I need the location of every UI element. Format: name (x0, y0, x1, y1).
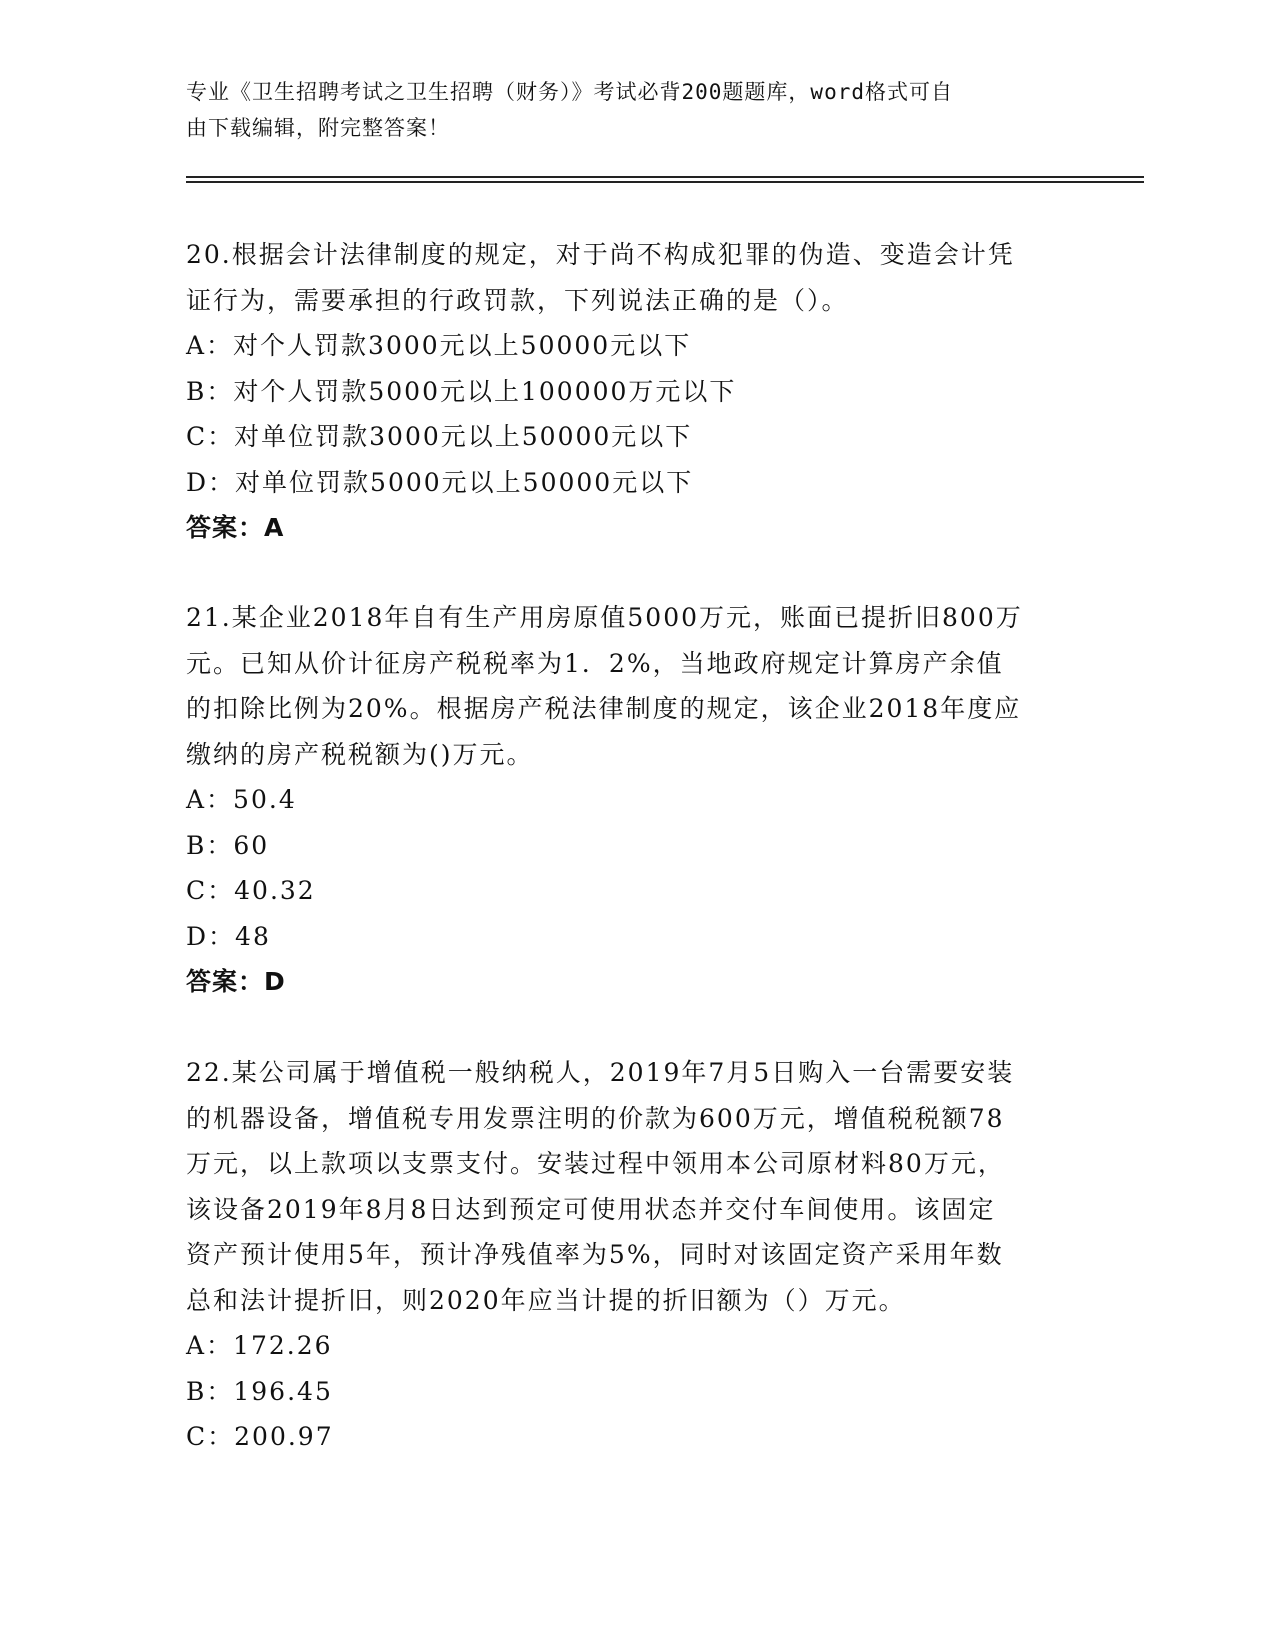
option-d: D：对单位罚款5000元以上50000元以下 (186, 467, 694, 497)
option-a: A：172.26 (186, 1331, 333, 1360)
option-a: A：50.4 (186, 785, 297, 814)
question-20 (186, 232, 1076, 551)
question-stem-line: 元。已知从价计征房产税税率为1．2%，当地政府规定计算房产余值 (186, 648, 1004, 678)
question-stem-line: 缴纳的房产税税额为()万元。 (186, 739, 534, 769)
option-a: A：对个人罚款3000元以上50000元以下 (186, 331, 692, 360)
question-stem-line: 22.某公司属于增值税一般纳税人，2019年7月5日购入一台需要安装 (186, 1058, 1015, 1087)
option-c: C：40.32 (186, 876, 316, 905)
document-header (186, 74, 1076, 146)
header-divider-bottom (186, 181, 1144, 183)
question-stem-line: 总和法计提折旧，则2020年应当计提的折旧额为（）万元。 (186, 1285, 906, 1315)
option-c: C：200.97 (186, 1422, 334, 1451)
header-divider-top (186, 176, 1144, 178)
option-c: C：对单位罚款3000元以上50000元以下 (186, 422, 693, 451)
question-stem-line: 资产预计使用5年，预计净残值率为5%，同时对该固定资产采用年数 (186, 1240, 1004, 1269)
question-stem-line: 20.根据会计法律制度的规定，对于尚不构成犯罪的伪造、变造会计凭 (186, 240, 1015, 269)
question-22 (186, 1050, 1076, 1460)
question-stem-line: 万元，以上款项以支票支付。安装过程中领用本公司原材料80万元， (186, 1149, 1005, 1178)
question-stem-line: 的扣除比例为20%。根据房产税法律制度的规定，该企业2018年度应 (186, 694, 1022, 723)
question-stem-line: 该设备2019年8月8日达到预定可使用状态并交付车间使用。该固定 (186, 1194, 996, 1224)
header-line-2: 由下载编辑，附完整答案！ (186, 116, 450, 140)
option-b: B：对个人罚款5000元以上100000万元以下 (186, 376, 737, 406)
question-stem-line: 证行为，需要承担的行政罚款，下列说法正确的是（）。 (186, 285, 849, 315)
question-stem-line: 的机器设备，增值税专用发票注明的价款为600万元，增值税税额78 (186, 1103, 1005, 1133)
option-b: B：196.45 (186, 1376, 333, 1406)
answer-label: 答案：D (186, 967, 286, 996)
question-stem-line: 21.某企业2018年自有生产用房原值5000万元，账面已提折旧800万 (186, 603, 1023, 632)
option-b: B：60 (186, 830, 270, 860)
option-d: D：48 (186, 921, 271, 951)
header-line-1: 专业《卫生招聘考试之卫生招聘（财务）》考试必背200题题库，word格式可自 (186, 80, 953, 104)
question-21 (186, 595, 1076, 1005)
answer-label: 答案：A (186, 513, 285, 542)
